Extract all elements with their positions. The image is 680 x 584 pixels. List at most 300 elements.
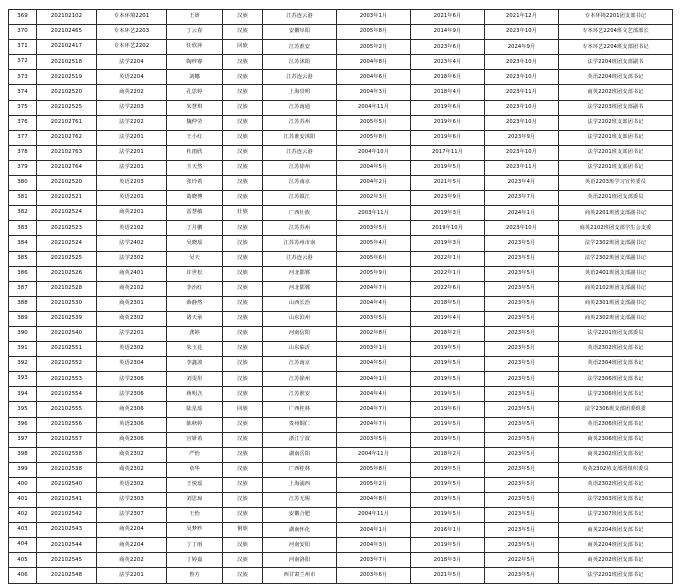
cell-现任职务: 法学2201班支部团书记 — [559, 160, 673, 175]
cell-学号: 202102556 — [37, 417, 97, 432]
cell-学号: 202102545 — [37, 553, 97, 568]
cell-学号: 202102465 — [37, 25, 97, 40]
cell-民族: 汉族 — [223, 25, 263, 40]
cell-入党时间: 2023年10月 — [485, 145, 559, 160]
cell-出生年月: 2004年11月 — [337, 508, 411, 523]
cell-出生年月: 2004年11月 — [337, 447, 411, 462]
cell-民族: 汉族 — [223, 221, 263, 236]
cell-籍贯: 河南洛阳 — [263, 553, 337, 568]
cell-入团时间: 2018年6月 — [411, 70, 485, 85]
cell-序号: 382 — [9, 206, 37, 221]
cell-现任职务: 英语2306班团支部书记 — [559, 417, 673, 432]
cell-专业: 英语2201 — [97, 191, 167, 206]
cell-籍贯: 江苏淮安 — [263, 40, 337, 55]
cell-现任职务: 专本环境2201团支部书记 — [559, 10, 673, 25]
cell-学号: 202102761 — [37, 115, 97, 130]
cell-现任职务: 法学2201班团支部委员 — [559, 326, 673, 341]
cell-入党时间: 2023年5月 — [485, 432, 559, 447]
cell-现任职务: 商英2204班团支部书记 — [559, 523, 673, 538]
cell-民族: 汉族 — [223, 326, 263, 341]
cell-出生年月: 2005年5月 — [337, 115, 411, 130]
cell-民族: 汉族 — [223, 160, 263, 175]
cell-出生年月: 2003年11月 — [337, 206, 411, 221]
cell-序号: 379 — [9, 160, 37, 175]
cell-籍贯: 安徽合肥 — [263, 508, 337, 523]
cell-籍贯: 河南安阳 — [263, 538, 337, 553]
cell-学号: 202102102 — [37, 10, 97, 25]
cell-入团时间: 2019年5月 — [411, 387, 485, 402]
cell-现任职务: 商英2202班团支部书记 — [559, 553, 673, 568]
cell-现任职务: 法学2201班支部团书记 — [559, 145, 673, 160]
cell-专业: 法学2203 — [97, 100, 167, 115]
cell-序号: 391 — [9, 342, 37, 357]
cell-出生年月: 2004年10月 — [337, 145, 411, 160]
cell-民族: 汉族 — [223, 70, 263, 85]
cell-出生年月: 2005年2月 — [337, 477, 411, 492]
cell-专业: 法学2303 — [97, 493, 167, 508]
cell-姓名: 许世松 — [167, 266, 223, 281]
cell-入党时间: 2023年5月 — [485, 372, 559, 387]
cell-民族: 汉族 — [223, 387, 263, 402]
cell-籍贯: 江苏淮安 — [263, 387, 337, 402]
cell-民族: 回族 — [223, 40, 263, 55]
cell-专业: 英语2203 — [97, 176, 167, 191]
cell-序号: 398 — [9, 447, 37, 462]
cell-民族: 壮族 — [223, 206, 263, 221]
cell-出生年月: 2003年5月 — [337, 432, 411, 447]
cell-学号: 202102523 — [37, 221, 97, 236]
cell-现任职务: 专本环艺2204班支部团书记 — [559, 40, 673, 55]
cell-籍贯: 江苏苏州 — [263, 115, 337, 130]
cell-入党时间: 2024年9月 — [485, 40, 559, 55]
cell-姓名: 王怡 — [167, 508, 223, 523]
table-row — [9, 191, 673, 206]
table-row — [9, 477, 673, 492]
cell-学号: 202102525 — [37, 251, 97, 266]
cell-姓名: 龚婷 — [167, 326, 223, 341]
cell-姓名: 丁云春 — [167, 25, 223, 40]
cell-出生年月: 2003年5月 — [337, 221, 411, 236]
cell-专业: 商英2306 — [97, 432, 167, 447]
cell-入团时间: 2018年5月 — [411, 296, 485, 311]
cell-入团时间: 2019年5月 — [411, 462, 485, 477]
cell-入党时间: 2023年5月 — [485, 447, 559, 462]
cell-民族: 汉族 — [223, 145, 263, 160]
cell-民族: 汉族 — [223, 85, 263, 100]
cell-学号: 202102528 — [37, 281, 97, 296]
cell-专业: 商英2302 — [97, 311, 167, 326]
cell-入团时间: 2019年6月 — [411, 100, 485, 115]
cell-出生年月: 2004年7月 — [337, 402, 411, 417]
cell-民族: 汉族 — [223, 191, 263, 206]
cell-序号: 386 — [9, 266, 37, 281]
cell-姓名: 王小红 — [167, 130, 223, 145]
cell-学号: 202102520 — [37, 85, 97, 100]
cell-入党时间: 2023年5月 — [485, 417, 559, 432]
cell-现任职务: 法学2303班团支部书记 — [559, 493, 673, 508]
cell-入党时间: 2023年5月 — [485, 342, 559, 357]
cell-入党时间: 2023年9月 — [485, 130, 559, 145]
cell-出生年月: 2003年1月 — [337, 342, 411, 357]
cell-入党时间: 2023年5月 — [485, 357, 559, 372]
cell-姓名: 蒋明含 — [167, 387, 223, 402]
cell-专业: 法学2402 — [97, 236, 167, 251]
cell-民族: 回族 — [223, 402, 263, 417]
cell-民族: 汉族 — [223, 266, 263, 281]
table-row — [9, 508, 673, 523]
cell-序号: 374 — [9, 85, 37, 100]
table-row — [9, 176, 673, 191]
cell-籍贯: 西甘肃兰州市 — [263, 568, 337, 583]
cell-出生年月: 2005年4月 — [337, 236, 411, 251]
cell-现任职务: 商英2204班团支部书记 — [559, 538, 673, 553]
table-row — [9, 462, 673, 477]
cell-入党时间: 2023年5月 — [485, 523, 559, 538]
cell-序号: 383 — [9, 221, 37, 236]
cell-专业: 法学2201 — [97, 568, 167, 583]
table-row — [9, 447, 673, 462]
cell-现任职务: 英语2302班团支部书记 — [559, 342, 673, 357]
cell-序号: 404 — [9, 538, 37, 553]
cell-入团时间: 2018年4月 — [411, 85, 485, 100]
cell-序号: 394 — [9, 387, 37, 402]
cell-学号: 202102763 — [37, 145, 97, 160]
cell-现任职务: 法学2204班团支部副书 — [559, 55, 673, 70]
cell-籍贯: 江苏连云港 — [263, 251, 337, 266]
cell-籍贯: 江苏南京 — [263, 176, 337, 191]
cell-籍贯: 河南信阳 — [263, 326, 337, 341]
cell-学号: 202102762 — [37, 130, 97, 145]
cell-现任职务: 法学2306班团支部书记 — [559, 372, 673, 387]
cell-序号: 370 — [9, 25, 37, 40]
cell-现任职务: 商英2202班团支部书记 — [559, 85, 673, 100]
cell-民族: 汉族 — [223, 417, 263, 432]
cell-专业: 商英2201 — [97, 206, 167, 221]
cell-籍贯: 贵州铜仁 — [263, 417, 337, 432]
cell-出生年月: 2004年3月 — [337, 85, 411, 100]
cell-入团时间: 2018年2月 — [411, 326, 485, 341]
cell-现任职务: 法学2306班团支部书记 — [559, 387, 673, 402]
cell-入党时间: 2023年10月 — [485, 221, 559, 236]
cell-入团时间: 2017年11月 — [411, 145, 485, 160]
cell-籍贯: 江苏沭阳 — [263, 55, 337, 70]
cell-序号: 375 — [9, 100, 37, 115]
cell-现任职务: 商英2102班团支部学生会支委 — [559, 221, 673, 236]
cell-入团时间: 2023年9月 — [411, 191, 485, 206]
cell-入团时间: 2019年10月 — [411, 221, 485, 236]
cell-姓名: 朱玉花 — [167, 342, 223, 357]
cell-专业: 英语2304 — [97, 357, 167, 372]
cell-入团时间: 2019年5月 — [411, 417, 485, 432]
cell-入党时间: 2023年5月 — [485, 568, 559, 583]
cell-学号: 202102538 — [37, 462, 97, 477]
cell-籍贯: 江苏连云港 — [263, 10, 337, 25]
cell-姓名: 玉天然 — [167, 160, 223, 175]
cell-入党时间: 2023年5月 — [485, 326, 559, 341]
cell-序号: 372 — [9, 55, 37, 70]
table-row — [9, 538, 673, 553]
cell-入党时间: 2023年5月 — [485, 296, 559, 311]
cell-姓名: 王悦瑶 — [167, 477, 223, 492]
cell-序号: 396 — [9, 417, 37, 432]
cell-籍贯: 广西壮族 — [263, 206, 337, 221]
cell-入团时间: 2019年5月 — [411, 432, 485, 447]
cell-序号: 392 — [9, 357, 37, 372]
cell-入党时间: 2023年11月 — [485, 85, 559, 100]
cell-学号: 202102540 — [37, 326, 97, 341]
cell-民族: 汉族 — [223, 296, 263, 311]
cell-现任职务: 商英2201班团支部副书记 — [559, 206, 673, 221]
cell-现任职务: 法学2203班团支部副书 — [559, 100, 673, 115]
cell-序号: 387 — [9, 281, 37, 296]
cell-学号: 202102524 — [37, 236, 97, 251]
cell-入党时间: 2023年5月 — [485, 387, 559, 402]
cell-姓名: 刘思琼 — [167, 493, 223, 508]
cell-现任职务: 法学2201班团支部书记 — [559, 568, 673, 583]
cell-籍贯: 河北邯郸 — [263, 266, 337, 281]
cell-姓名: 吴天 — [167, 251, 223, 266]
cell-专业: 商英2202 — [97, 553, 167, 568]
cell-学号: 202102542 — [37, 508, 97, 523]
cell-入党时间: 2023年5月 — [485, 236, 559, 251]
cell-学号: 202102541 — [37, 493, 97, 508]
table-row — [9, 553, 673, 568]
cell-入党时间: 2023年5月 — [485, 281, 559, 296]
table-row — [9, 432, 673, 447]
cell-现任职务: 英英2302班支部团组织委员 — [559, 462, 673, 477]
cell-籍贯: 上海浦西 — [263, 477, 337, 492]
cell-籍贯: 山东临沂 — [263, 342, 337, 357]
table-row — [9, 296, 673, 311]
cell-民族: 汉族 — [223, 357, 263, 372]
cell-民族: 汉族 — [223, 55, 263, 70]
table-row — [9, 10, 673, 25]
cell-学号: 202102540 — [37, 477, 97, 492]
cell-入团时间: 2022年1月 — [411, 266, 485, 281]
cell-籍贯: 湖南怀化 — [263, 523, 337, 538]
cell-姓名: 陈秋婷 — [167, 417, 223, 432]
cell-学号: 202102525 — [37, 100, 97, 115]
cell-出生年月: 2005年8月 — [337, 25, 411, 40]
cell-姓名: 张玲希 — [167, 176, 223, 191]
cell-入团时间: 2019年5月 — [411, 477, 485, 492]
cell-入党时间: 2023年10月 — [485, 25, 559, 40]
cell-入团时间: 2019年3月 — [411, 206, 485, 221]
cell-姓名: 李鑫波 — [167, 357, 223, 372]
cell-入团时间: 2019年5月 — [411, 493, 485, 508]
cell-姓名: 魏仲莹 — [167, 115, 223, 130]
table-row — [9, 568, 673, 583]
cell-民族: 汉族 — [223, 10, 263, 25]
cell-姓名: 诸天承 — [167, 311, 223, 326]
cell-专业: 商英2301 — [97, 296, 167, 311]
cell-专业: 商英2306 — [97, 402, 167, 417]
table-row — [9, 326, 673, 341]
cell-序号: 399 — [9, 462, 37, 477]
cell-姓名: 杜雨欣 — [167, 145, 223, 160]
cell-学号: 202102548 — [37, 568, 97, 583]
table-row — [9, 70, 673, 85]
cell-专业: 法学2201 — [97, 160, 167, 175]
cell-民族: 汉族 — [223, 342, 263, 357]
cell-入团时间: 2021年5月 — [411, 176, 485, 191]
cell-出生年月: 2005年9月 — [337, 266, 411, 281]
cell-入党时间: 2023年11月 — [485, 160, 559, 175]
cell-入团时间: 2019年4月 — [411, 311, 485, 326]
table-row — [9, 55, 673, 70]
cell-姓名: 李治红 — [167, 281, 223, 296]
cell-入团时间: 2019年5月 — [411, 160, 485, 175]
cell-入团时间: 2016年1月 — [411, 523, 485, 538]
cell-姓名: 宫妍希 — [167, 432, 223, 447]
cell-入团时间: 2019年5月 — [411, 342, 485, 357]
cell-姓名: 朱慧琪 — [167, 100, 223, 115]
cell-入党时间: 2023年10月 — [485, 100, 559, 115]
cell-民族: 汉族 — [223, 462, 263, 477]
cell-学号: 202102552 — [37, 357, 97, 372]
cell-出生年月: 2003年5月 — [337, 311, 411, 326]
cell-籍贯: 江苏南京 — [263, 357, 337, 372]
cell-籍贯: 安徽阜阳 — [263, 25, 337, 40]
cell-现任职务: 法学2201班支部团书记 — [559, 130, 673, 145]
cell-民族: 汉族 — [223, 281, 263, 296]
table-row — [9, 40, 673, 55]
table-row — [9, 206, 673, 221]
cell-民族: 汉族 — [223, 311, 263, 326]
cell-学号: 202102544 — [37, 538, 97, 553]
cell-出生年月: 2004年7月 — [337, 281, 411, 296]
cell-序号: 384 — [9, 236, 37, 251]
cell-现任职务: 商英2302班团支部书记 — [559, 447, 673, 462]
cell-入团时间: 2022年6月 — [411, 281, 485, 296]
cell-籍贯: 浙江宁波 — [263, 432, 337, 447]
cell-入团时间: 2019年6月 — [411, 115, 485, 130]
cell-序号: 385 — [9, 251, 37, 266]
table-row — [9, 251, 673, 266]
cell-序号: 377 — [9, 130, 37, 145]
cell-入团时间: 2019年5月 — [411, 508, 485, 523]
cell-入团时间: 2018年3月 — [411, 553, 485, 568]
cell-序号: 395 — [9, 402, 37, 417]
cell-学号: 202102524 — [37, 206, 97, 221]
cell-民族: 汉族 — [223, 477, 263, 492]
cell-民族: 汉族 — [223, 568, 263, 583]
cell-序号: 390 — [9, 326, 37, 341]
cell-序号: 403 — [9, 523, 37, 538]
cell-专业: 商英2202 — [97, 85, 167, 100]
table-row — [9, 85, 673, 100]
cell-专业: 英语2306 — [97, 417, 167, 432]
cell-序号: 397 — [9, 432, 37, 447]
cell-籍贯: 广西桂林 — [263, 402, 337, 417]
table-row — [9, 160, 673, 175]
cell-入党时间: 2023年10月 — [485, 70, 559, 85]
cell-入党时间: 2024年1月 — [485, 206, 559, 221]
cell-出生年月: 2004年8月 — [337, 493, 411, 508]
cell-序号: 389 — [9, 311, 37, 326]
cell-现任职务: 专本环艺2204班文艺部部长 — [559, 25, 673, 40]
cell-民族: 汉族 — [223, 447, 263, 462]
cell-现任职务: 法学2302班团支部副书记 — [559, 236, 673, 251]
cell-民族: 汉族 — [223, 493, 263, 508]
cell-现任职务: 商英2301班团支部副书记 — [559, 296, 673, 311]
cell-专业: 商英2302 — [97, 462, 167, 477]
cell-现任职务: 法学2306班支部团委组委 — [559, 402, 673, 417]
cell-入团时间: 2021年6月 — [411, 10, 485, 25]
cell-学号: 202102526 — [37, 266, 97, 281]
cell-入党时间: 2023年5月 — [485, 266, 559, 281]
cell-出生年月: 2004年2月 — [337, 176, 411, 191]
cell-专业: 英语2204 — [97, 70, 167, 85]
cell-序号: 402 — [9, 508, 37, 523]
cell-出生年月: 2004年5月 — [337, 160, 411, 175]
cell-序号: 376 — [9, 115, 37, 130]
cell-专业: 商英2204 — [97, 538, 167, 553]
cell-序号: 381 — [9, 191, 37, 206]
cell-入团时间: 2021年5月 — [411, 568, 485, 583]
cell-现任职务: 法学2302班团支部副书记 — [559, 251, 673, 266]
table-row — [9, 115, 673, 130]
cell-序号: 406 — [9, 568, 37, 583]
cell-籍贯: 江苏南通 — [263, 100, 337, 115]
cell-籍贯: 山东滨州 — [263, 311, 337, 326]
cell-专业: 英语2102 — [97, 221, 167, 236]
cell-籍贯: 江苏淮安沭阳 — [263, 130, 337, 145]
cell-入党时间: 2023年5月 — [485, 251, 559, 266]
cell-出生年月: 2004年6月 — [337, 70, 411, 85]
table-row — [9, 281, 673, 296]
cell-学号: 202102543 — [37, 523, 97, 538]
cell-籍贯: 江苏徐州 — [263, 372, 337, 387]
cell-民族: 汉族 — [223, 251, 263, 266]
cell-专业: 法学2306 — [97, 372, 167, 387]
cell-姓名: 陆星瑶 — [167, 402, 223, 417]
cell-现任职务: 商英2102班团支部副书记 — [559, 281, 673, 296]
cell-入党时间: 2023年5月 — [485, 462, 559, 477]
cell-现任职务: 英语2401班团支部副书记 — [559, 266, 673, 281]
cell-籍贯: 湖南岳阳 — [263, 447, 337, 462]
cell-出生年月: 2004年1月 — [337, 523, 411, 538]
cell-民族: 侗族 — [223, 523, 263, 538]
cell-姓名: 葛晓博 — [167, 191, 223, 206]
cell-姓名: 任欣萍 — [167, 40, 223, 55]
cell-序号: 373 — [9, 70, 37, 85]
table-row — [9, 372, 673, 387]
cell-专业: 法学2302 — [97, 251, 167, 266]
cell-出生年月: 2003年6月 — [337, 568, 411, 583]
cell-入党时间: 2023年7月 — [485, 191, 559, 206]
cell-现任职务: 商英2302班团支部副书记 — [559, 311, 673, 326]
table-row — [9, 266, 673, 281]
cell-姓名: 吴晓瑶 — [167, 236, 223, 251]
cell-姓名: 薛静然 — [167, 296, 223, 311]
cell-籍贯: 江苏镇江 — [263, 191, 337, 206]
cell-姓名: 鲁方 — [167, 568, 223, 583]
cell-籍贯: 山西长治 — [263, 296, 337, 311]
cell-学号: 202102555 — [37, 402, 97, 417]
table-row — [9, 236, 673, 251]
cell-入团时间: 2019年3月 — [411, 236, 485, 251]
table-row — [9, 100, 673, 115]
cell-专业: 法学2307 — [97, 508, 167, 523]
cell-姓名: 章华 — [167, 462, 223, 477]
cell-入党时间: 2023年10月 — [485, 115, 559, 130]
cell-序号: 400 — [9, 477, 37, 492]
table-row — [9, 357, 673, 372]
table-row — [9, 311, 673, 326]
cell-专业: 商英2204 — [97, 523, 167, 538]
cell-姓名: 王妍 — [167, 10, 223, 25]
